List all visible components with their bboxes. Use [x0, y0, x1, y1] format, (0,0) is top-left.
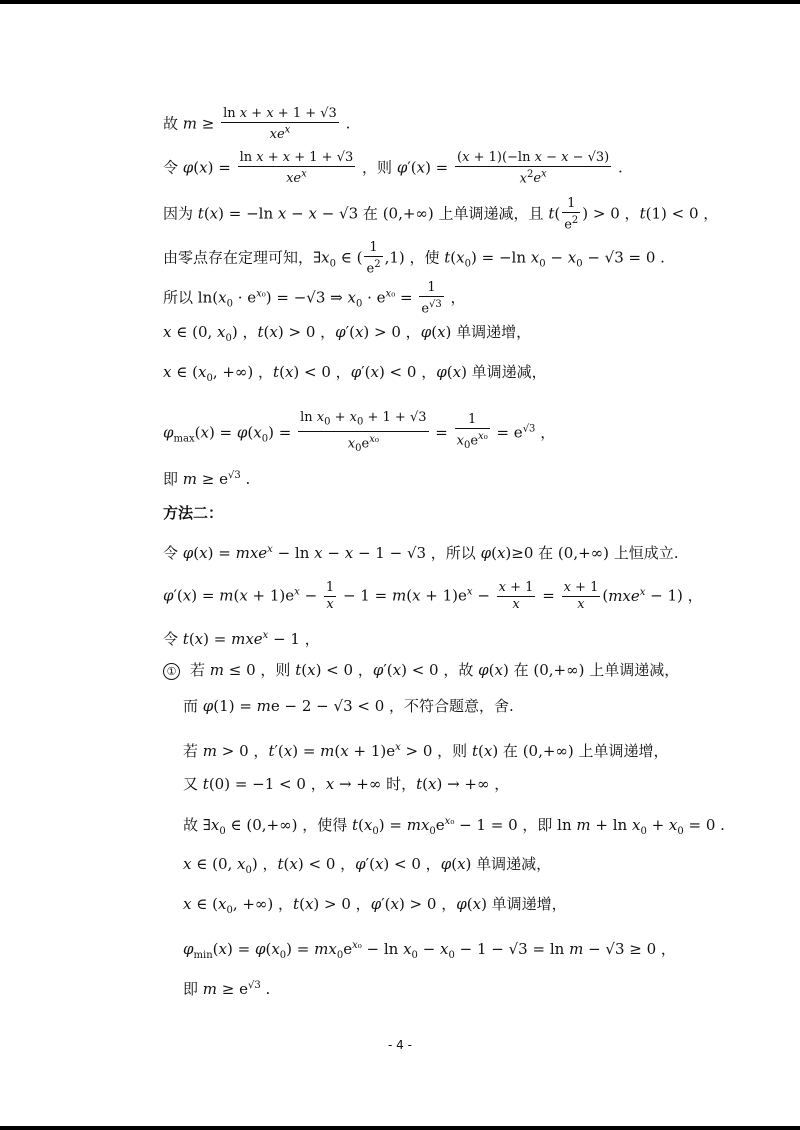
solution-line-5: 所以 $\ln(x_0 \cdot e^{x_0}) = -√3$ ⇒ $x_0 \cdot e^{x_0}$ = $\frac{1}{e^{√3}}$ ，: [163, 280, 466, 317]
solution-line-14: 而 φ(1) = me − 2 − √3 < 0 ，不符合题意，舍.: [183, 697, 514, 715]
circled-number-1: ①: [163, 663, 180, 680]
page-number: - 4 -: [388, 1038, 412, 1052]
fraction: $\frac{\ln x_0 + x_0 + 1 + √3}{x_0e^{x_0}}$: [300, 410, 427, 454]
fraction: $\frac{x + 1}{x}$: [563, 580, 599, 612]
solution-line-17: 故 $\exists x_0$ ∈ (0,+∞) ，使得 $t(x_0) = mx_0e^{x_0} - 1 = 0$ ，即 $\ln m + \ln x_0 + x_0 = 0$ .: [183, 816, 725, 837]
fraction: $\frac{\text{ln x + x + 1 + √3}}{xe^x}$: [239, 150, 354, 187]
fraction: $\frac{\text{(x + 1)(−ln x − x − √3)}}{x^2e^x}$: [457, 150, 610, 187]
fraction: $\frac{1}{x}$: [325, 580, 335, 612]
solution-line-11: $\varphi'(x) = m(x + 1)e^x$ − $\frac{1}{x}$ − $1 = m(x + 1)e^x$ − $\frac{x + 1}{x}$ = $\frac{x + 1}{x}$ (mxe$^x$ − 1) ，: [163, 580, 703, 612]
fraction: $\frac{1}{e^2}$: [564, 196, 579, 233]
section-title: 方法二：: [163, 504, 224, 522]
solution-line-7: x ∈ ($x_0$, +∞) ，t(x) < 0 ，φ′(x) < 0 ，φ(x) 单调递减，: [163, 363, 547, 384]
solution-line-3: 因为 t(x) = −ln x − x − √3 在 (0,+∞) 上单调递减，且 t( $\frac{1}{e^2}$ ) > 0 ，t(1) < 0 ，: [163, 196, 719, 233]
solution-line-12: 令 t(x) = mxe$^x$ − 1 ，: [163, 630, 320, 648]
fraction: $\frac{\text{ln x + x + 1 + √3}}{xe^x}$: [223, 106, 337, 143]
solution-line-18: x ∈ (0, $x_0$) ，t(x) < 0 ，φ′(x) < 0 ，φ(x) 单调递减，: [183, 855, 552, 876]
solution-line-10: 令 φ(x) = mxe$^x$ − ln x − x − 1 − √3 ，所以 φ(x)≥0 在 (0,+∞) 上恒成立.: [163, 544, 679, 562]
fraction: $\frac{1}{e^2}$: [366, 240, 381, 277]
fraction: $\frac{1}{e^{√3}}$: [421, 280, 442, 317]
solution-line-21: 即 $m \ge e^{√3}$ .: [183, 980, 271, 998]
solution-line-15: 若 m > 0 ，$t'(x) = m(x + 1)e^x > 0$ ，则 t(x) 在 (0,+∞) 上单调递增，: [183, 742, 669, 760]
top-border-rule: [0, 0, 800, 4]
solution-line-2: 令 φ(x) = $\frac{\text{ln x + x + 1 + √3}}{xe^x}$ ，则 φ′(x) = $\frac{\text{(x + 1)(−ln x − x − √3)}}{x^2e^x}$ .: [163, 150, 623, 187]
solution-line-6: x ∈ (0, $x_0$) ，t(x) > 0 ，φ′(x) > 0 ，φ(x) 单调递增，: [163, 323, 532, 344]
solution-line-13: ① 若 m ≤ 0 ，则 t(x) < 0 ，φ′(x) < 0 ，故 φ(x) 在 (0,+∞) 上单调递减，: [163, 660, 679, 680]
fraction: $\frac{1}{x_0e^{x_0}}$: [456, 412, 488, 452]
solution-line-4: 由零点存在定理可知，$\exists x_0$ ∈ ( $\frac{1}{e^2}$ ,1) ，使 $t(x_0) = -\ln$ $x_0 - x_0 - √3 = 0$ .: [163, 240, 665, 277]
solution-line-19: x ∈ ($x_0$, +∞) ，t(x) > 0 ，φ′(x) > 0 ，φ(x) 单调递增，: [183, 895, 567, 916]
fraction: $\frac{x + 1}{x}$: [498, 580, 534, 612]
solution-line-8: $\varphi_{max}(x) = \varphi(x_0)$ = $\frac{\ln x_0 + x_0 + 1 + √3}{x_0e^{x_0}}$ = $\frac{1}{x_0e^{x_0}}$ = $e^{√3}$ ，: [163, 410, 555, 457]
solution-line-1: 故 m ≥ $\frac{\text{ln x + x + 1 + √3}}{xe^x}$ .: [163, 106, 351, 143]
solution-line-16: 又 t(0) = −1 < 0 ，x → +∞ 时，t(x) → +∞ ，: [183, 775, 510, 793]
solution-line-20: $\varphi_{min}(x) = \varphi(x_0) = mx_0e^{x_0} - \ln x_0 - x_0 - 1 - √3 = \ln m - √3 \ge 0$ ，: [183, 940, 676, 961]
bottom-border-rule: [0, 1126, 800, 1130]
solution-line-9: 即 $m \ge e^{√3}$ .: [163, 470, 251, 488]
